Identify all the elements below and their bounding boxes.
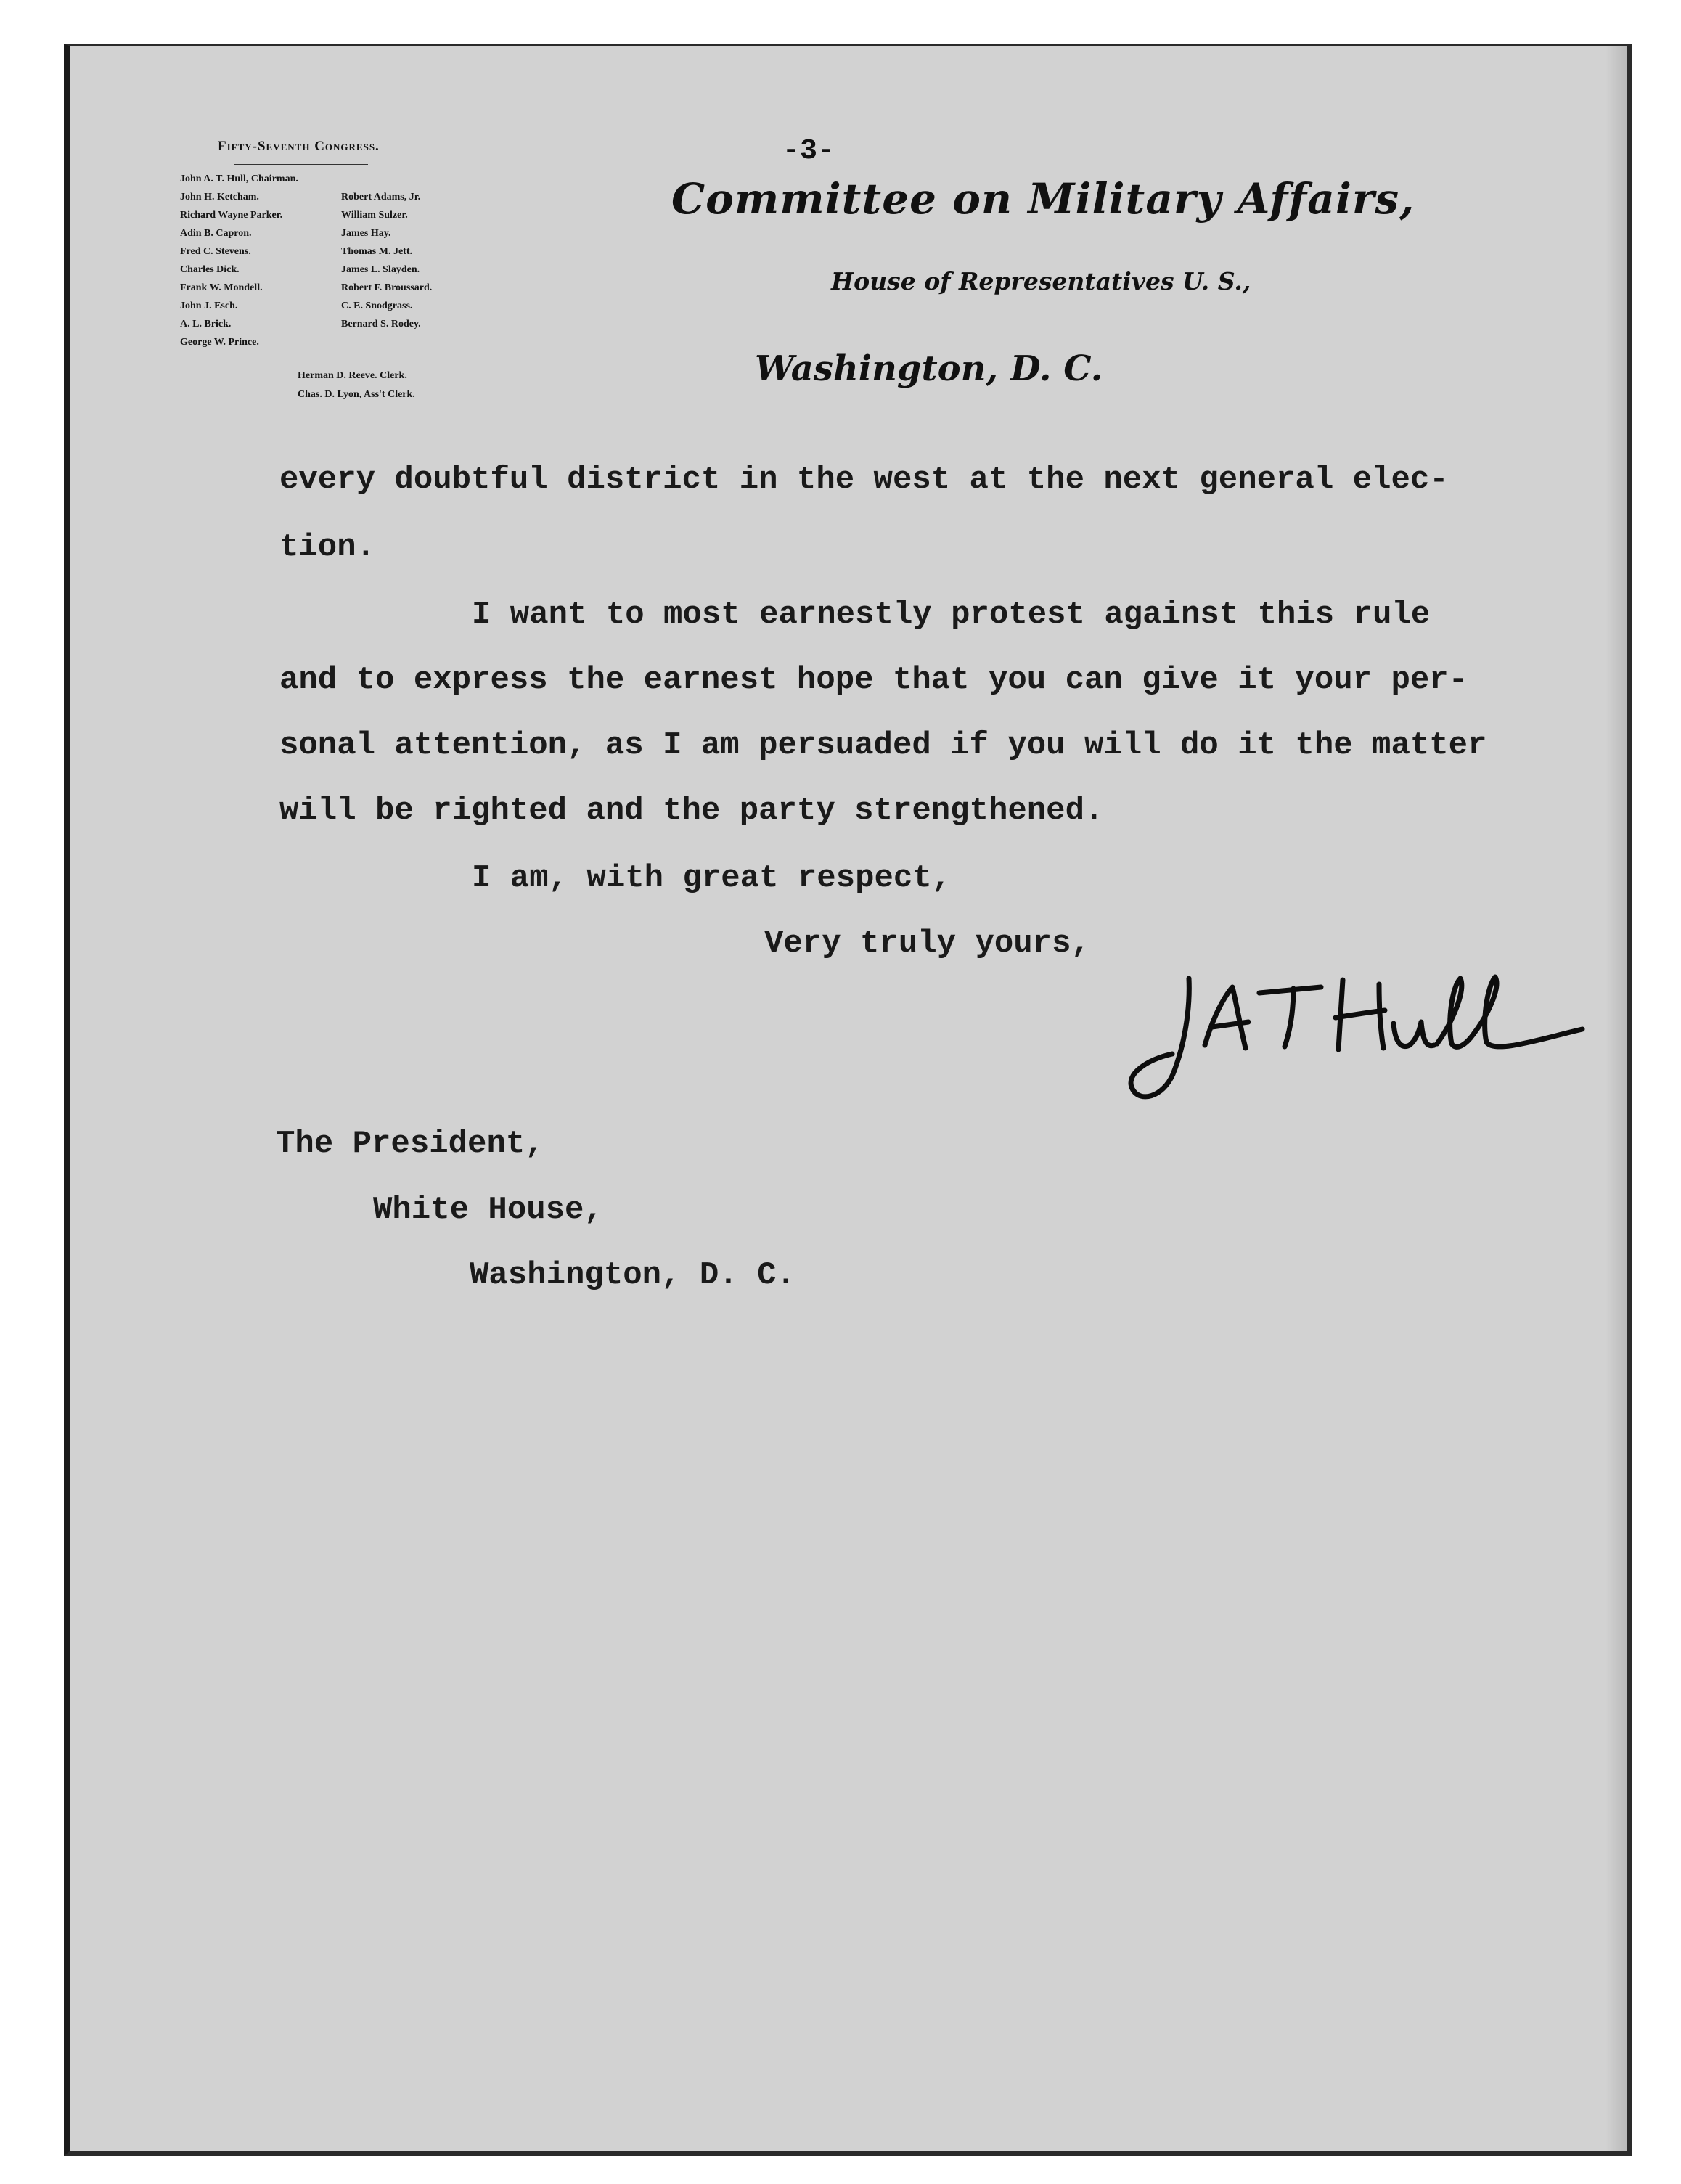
closing-line: Very truly yours, <box>764 925 1090 962</box>
address-line: The President, <box>276 1126 544 1162</box>
page-number: -3- <box>782 135 835 168</box>
clerks-block <box>298 367 415 404</box>
signature-stroke <box>1131 978 1189 1097</box>
heading-rule <box>234 164 368 165</box>
member-name: Adin B. Capron. <box>180 228 252 239</box>
member-name: A. L. Brick. <box>180 319 232 330</box>
signature-stroke <box>1259 987 1321 993</box>
members-left-column <box>180 170 298 351</box>
signature-stroke <box>1205 987 1246 1048</box>
member-name: John H. Ketcham. <box>180 192 259 203</box>
member-name: Robert Adams, Jr. <box>341 192 421 203</box>
body-line: and to express the earnest hope that you can give it your per- <box>279 662 1468 698</box>
signature-stroke <box>1285 989 1293 1047</box>
signature <box>1103 958 1604 1111</box>
member-name: Bernard S. Rodey. <box>341 319 421 330</box>
body-line: every doubtful district in the west at the next general elec- <box>279 462 1449 498</box>
members-right-column <box>341 188 432 333</box>
body-line: tion. <box>279 529 376 565</box>
body-line: will be righted and the party strengthened. <box>279 793 1104 829</box>
member-name: George W. Prince. <box>180 337 259 348</box>
clerk-name: Herman D. Reeve. Clerk. <box>298 370 407 381</box>
member-name: Thomas M. Jett. <box>341 246 412 257</box>
member-name: James Hay. <box>341 228 391 239</box>
body-line: I am, with great respect, <box>472 860 952 896</box>
signature-stroke <box>1437 978 1475 1047</box>
member-name: John J. Esch. <box>180 300 238 311</box>
body-line: sonal attention, as I am persuaded if you will do it the matter <box>279 727 1487 764</box>
committee-title: Committee on Military Affairs, <box>671 174 1415 224</box>
member-name: Richard Wayne Parker. <box>180 210 283 221</box>
signature-stroke <box>1394 1022 1434 1047</box>
address-line: White House, <box>373 1192 603 1228</box>
congress-heading: Fifty-Seventh Congress. <box>218 139 380 154</box>
signature-stroke <box>1379 984 1383 1048</box>
member-name: William Sulzer. <box>341 210 408 221</box>
member-name: James L. Slayden. <box>341 264 420 275</box>
member-name: Frank W. Mondell. <box>180 282 263 293</box>
member-name: Robert F. Broussard. <box>341 282 433 293</box>
house-subtitle: House of Representatives U. S., <box>831 267 1251 295</box>
member-name: C. E. Snodgrass. <box>341 300 413 311</box>
address-line: Washington, D. C. <box>470 1257 795 1293</box>
member-name: Fred C. Stevens. <box>180 246 251 257</box>
member-name: Charles Dick. <box>180 264 240 275</box>
member-name: John A. T. Hull, Chairman. <box>180 173 298 184</box>
signature-stroke <box>1475 977 1582 1047</box>
letterhead-city: Washington, D. C. <box>755 348 1103 389</box>
asst-clerk-name: Chas. D. Lyon, Ass't Clerk. <box>298 389 415 400</box>
body-line: I want to most earnestly protest against this rule <box>472 597 1431 633</box>
